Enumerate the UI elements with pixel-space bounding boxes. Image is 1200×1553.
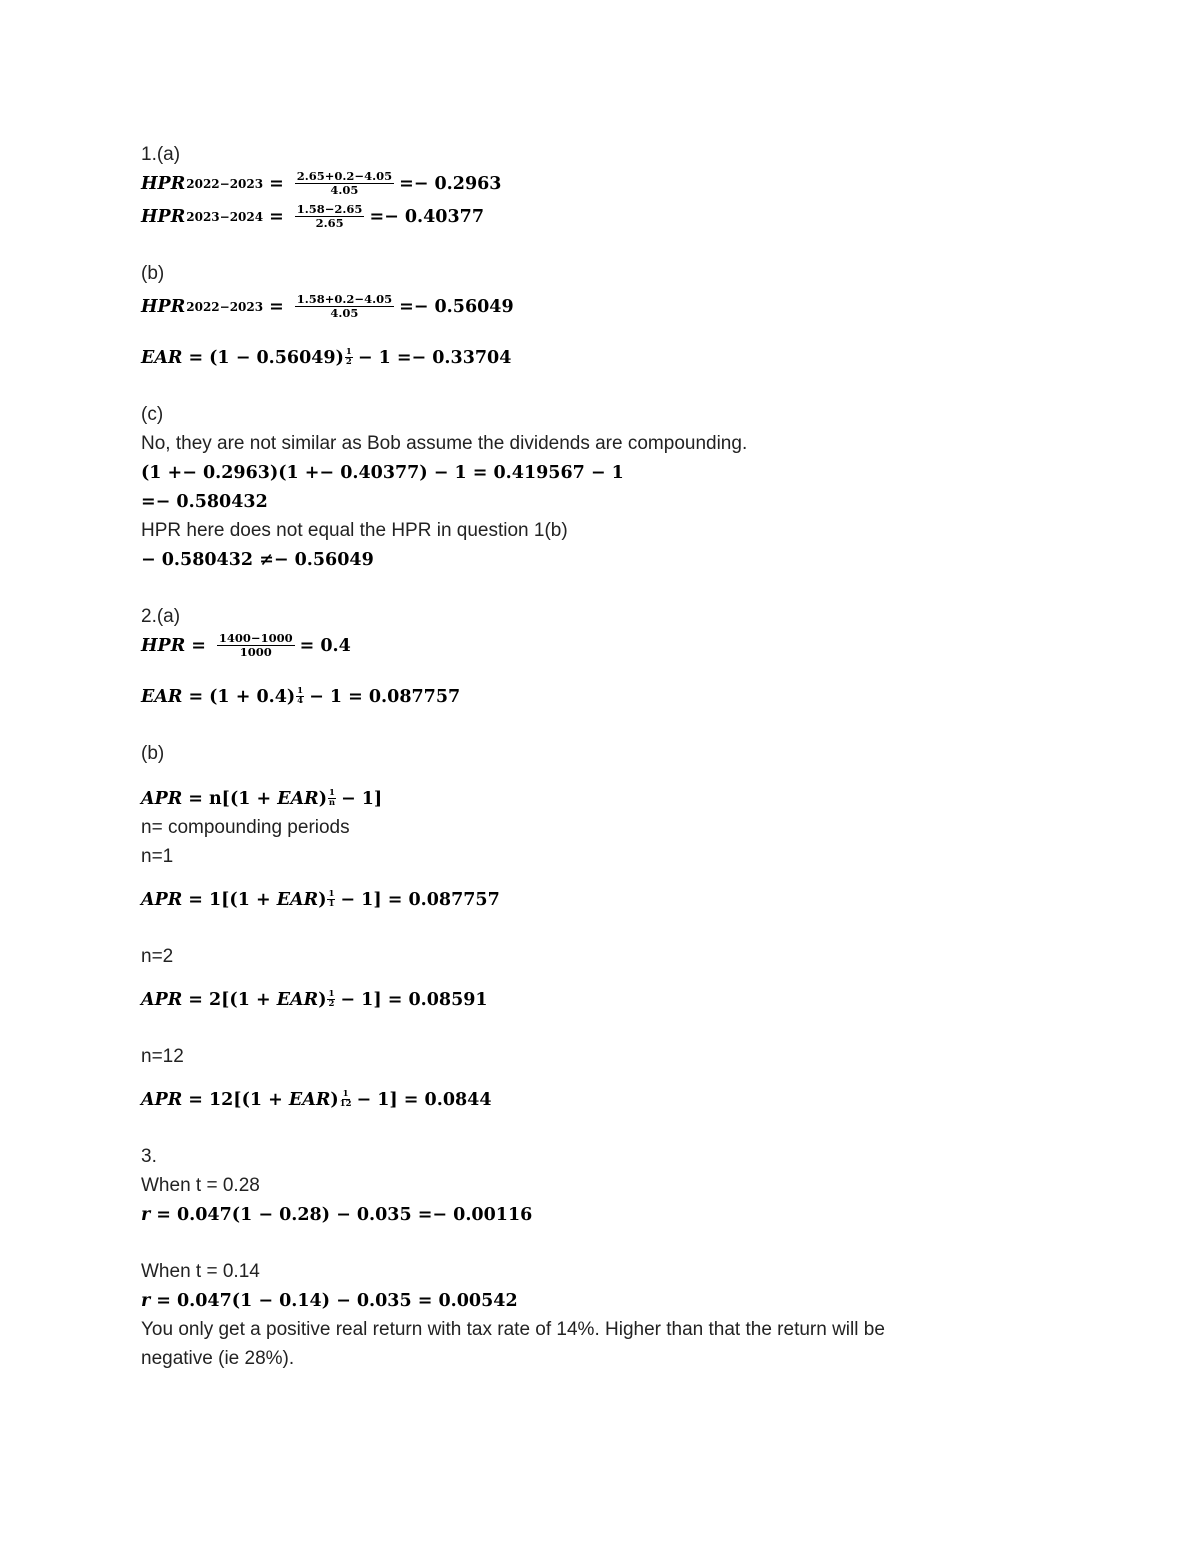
apr-prefix: n[(1 + (208, 788, 278, 809)
equals-sign: = (188, 889, 203, 910)
ear-base: (1 − 0.56049) (209, 347, 344, 368)
exponent-numerator: 1 (328, 889, 335, 899)
q2b-label: (b) (141, 743, 165, 764)
r-symbol: r (141, 1290, 151, 1311)
q1c-equation-2: =− 0.580432 (141, 491, 268, 512)
hpr-subscript: 2023−2024 (186, 209, 264, 224)
exponent-denominator: 1 (328, 899, 335, 909)
q2a-ear-equation (141, 682, 1041, 711)
equals-sign: = (188, 788, 203, 809)
exponent-numerator: 1 (329, 788, 335, 798)
q2b-apr-n1-equation (141, 885, 1041, 914)
q2b-apr-n12-equation (141, 1085, 1041, 1114)
q2a-hpr-equation (141, 631, 1041, 660)
equals-sign: = (269, 206, 284, 227)
equation-result: = 0.4 (299, 635, 351, 656)
exponent-numerator: 1 (297, 686, 304, 696)
q3-equation-t1 (141, 1200, 1041, 1229)
q1b-hpr-equation (141, 292, 1041, 321)
ear-symbol: EAR (288, 1089, 331, 1110)
q2a-label: 2.(a) (141, 606, 181, 627)
apr-symbol: APR (141, 1089, 183, 1110)
hpr-fraction (295, 170, 394, 197)
q2b-n2-label: n=2 (141, 946, 174, 967)
ear-tail: − 1 = 0.087757 (309, 686, 461, 707)
exponent-denominator: n (328, 798, 336, 808)
exponent-numerator: 1 (342, 1089, 349, 1099)
equals-sign: = (188, 1089, 203, 1110)
exponent-denominator: 12 (339, 1099, 352, 1109)
apr-tail: − 1] = 0.0844 (356, 1089, 492, 1110)
q1c-equation-1: (1 +− 0.2963)(1 +− 0.40377) − 1 = 0.419567 − 1 (141, 462, 624, 483)
apr-prefix: 12[(1 + (208, 1089, 289, 1110)
q2b-n1-label: n=1 (141, 846, 174, 867)
equals-sign: = (188, 686, 204, 707)
hpr-subscript: 2022−2023 (186, 176, 264, 191)
q3-equation-t2 (141, 1286, 1041, 1315)
q2b-n12-label: n=12 (141, 1046, 184, 1067)
q1b-ear-equation (141, 343, 1041, 372)
q3-label: 3. (141, 1146, 157, 1167)
equation-rhs: = 0.047(1 − 0.14) − 0.035 = 0.00542 (156, 1290, 518, 1311)
exponent-numerator: 1 (345, 347, 352, 357)
apr-symbol: APR (141, 989, 183, 1010)
q3-conclusion-line-2: negative (ie 28%). (141, 1348, 295, 1369)
ear-symbol: EAR (276, 989, 319, 1010)
q2b-apr-n2-equation (141, 985, 1041, 1014)
exponent-denominator: 2 (328, 999, 335, 1009)
equals-sign: = (191, 635, 206, 656)
apr-symbol: APR (141, 889, 183, 910)
q1c-label: (c) (141, 404, 164, 425)
fraction-denominator: 2.65 (315, 216, 344, 230)
fraction-denominator: 4.05 (330, 306, 359, 320)
exponent-denominator: 4 (297, 696, 304, 706)
apr-close: ) (318, 788, 328, 809)
q1a-hpr-2022-2023-equation (141, 169, 1041, 198)
fraction-numerator: 2.65+0.2−4.05 (296, 169, 393, 183)
q1c-explanation: No, they are not similar as Bob assume the dividends are compounding. (141, 433, 748, 454)
apr-close: ) (330, 1089, 339, 1110)
hpr-fraction (295, 293, 394, 320)
ear-symbol: EAR (141, 686, 183, 707)
exponent-numerator: 1 (328, 989, 335, 999)
exponent-fraction (327, 990, 335, 1009)
equation-result: =− 0.56049 (399, 296, 514, 317)
q3-t2-label: When t = 0.14 (141, 1261, 260, 1282)
equals-sign: = (188, 347, 204, 368)
q1c-note: HPR here does not equal the HPR in question 1(b) (141, 520, 568, 541)
hpr-symbol: HPR (141, 635, 186, 656)
ear-tail: − 1 =− 0.33704 (357, 347, 512, 368)
fraction-denominator: 4.05 (330, 183, 359, 197)
fraction-numerator: 1.58−2.65 (296, 202, 363, 216)
apr-tail: − 1] (340, 788, 383, 809)
q2b-apr-formula (141, 784, 1041, 813)
exponent-fraction (328, 789, 336, 808)
fraction-denominator: 1000 (239, 645, 272, 659)
q1b-label: (b) (141, 263, 165, 284)
q1c-inequality: − 0.580432 ≠− 0.56049 (141, 549, 374, 570)
equation-rhs: = 0.047(1 − 0.28) − 0.035 =− 0.00116 (156, 1204, 533, 1225)
ear-base: (1 + 0.4) (209, 686, 296, 707)
equals-sign: = (188, 989, 203, 1010)
fraction-numerator: 1.58+0.2−4.05 (296, 292, 393, 306)
apr-tail: − 1] = 0.08591 (340, 989, 488, 1010)
hpr-fraction (217, 632, 295, 659)
r-symbol: r (141, 1204, 151, 1225)
q1a-label: 1.(a) (141, 144, 181, 165)
hpr-symbol: HPR (141, 206, 186, 227)
exponent-fraction (345, 348, 353, 367)
equation-result: =− 0.2963 (399, 173, 502, 194)
exponent-fraction (340, 1090, 352, 1109)
equals-sign: = (269, 173, 284, 194)
q2b-n-definition: n= compounding periods (141, 817, 350, 838)
exponent-fraction (296, 687, 304, 706)
apr-tail: − 1] = 0.087757 (340, 889, 500, 910)
equals-sign: = (269, 296, 284, 317)
ear-symbol: EAR (277, 788, 319, 809)
hpr-symbol: HPR (141, 296, 186, 317)
ear-symbol: EAR (141, 347, 183, 368)
hpr-fraction (295, 203, 365, 230)
apr-symbol: APR (141, 788, 183, 809)
apr-prefix: 2[(1 + (208, 989, 277, 1010)
fraction-numerator: 1400−1000 (218, 631, 293, 645)
apr-close: ) (318, 989, 327, 1010)
hpr-symbol: HPR (141, 173, 186, 194)
apr-prefix: 1[(1 + (208, 889, 277, 910)
ear-symbol: EAR (276, 889, 319, 910)
exponent-fraction (327, 890, 335, 909)
exponent-denominator: 2 (345, 357, 352, 367)
q3-t1-label: When t = 0.28 (141, 1175, 260, 1196)
apr-close: ) (318, 889, 327, 910)
q1a-hpr-2023-2024-equation (141, 202, 1041, 231)
equation-result: =− 0.40377 (369, 206, 485, 227)
q3-conclusion-line-1: You only get a positive real return with tax rate of 14%. Higher than that the return will be (141, 1319, 885, 1340)
document-content (141, 140, 1041, 1373)
hpr-subscript: 2022−2023 (186, 299, 264, 314)
